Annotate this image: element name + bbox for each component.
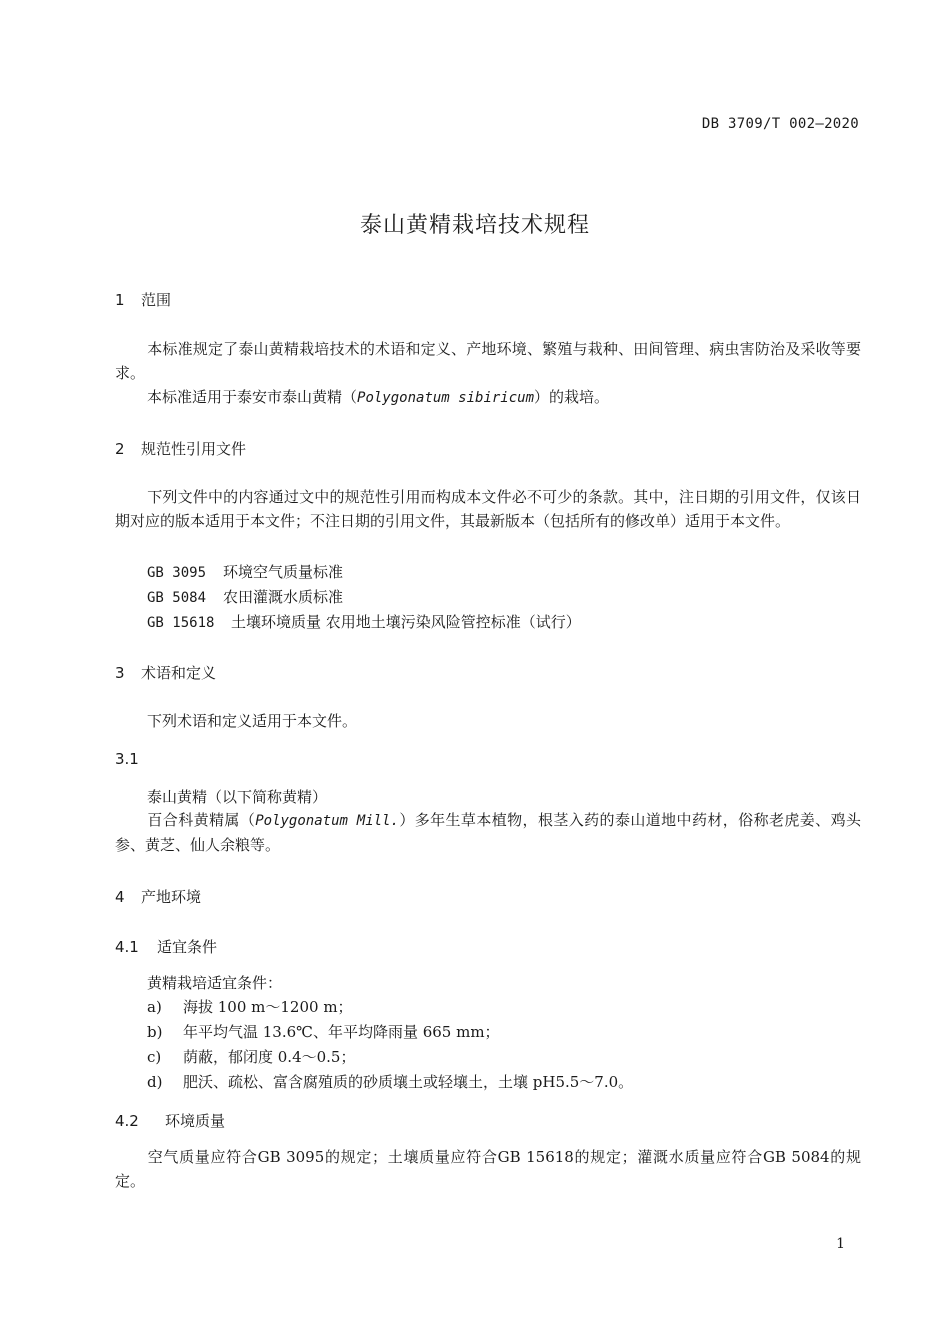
subsection-4-1-heading <box>115 936 217 957</box>
list-text: 肥沃、疏松、富含腐殖质的砂质壤土或轻壤土，土壤 pH5.5～7.0。 <box>183 1073 634 1091</box>
section-3-heading <box>115 662 216 683</box>
section-title: 规范性引用文件 <box>141 440 247 458</box>
section-4-heading <box>115 886 201 907</box>
reference-item <box>147 610 581 635</box>
term-name: 泰山黄精（以下简称黄精） <box>147 788 328 806</box>
section-number: 3 <box>115 664 125 682</box>
standard-code: DB 3709/T 002—2020 <box>701 116 859 132</box>
page-number: 1 <box>836 1236 845 1252</box>
section-title: 术语和定义 <box>141 664 217 682</box>
list-text: 年平均气温 13.6℃、年平均降雨量 665 mm； <box>183 1023 500 1041</box>
definition-text-end: ）多年生草本植物，根茎入药的泰山道地中药材，俗称老虎姜、鸡头参、黄芝、仙人余粮等。 <box>115 811 861 854</box>
list-marker: c) <box>147 1048 162 1066</box>
list-text: 荫蔽，郁闭度 0.4～0.5； <box>183 1048 356 1066</box>
list-item <box>147 1020 500 1044</box>
section-title: 产地环境 <box>141 888 202 906</box>
scope-paragraph <box>115 337 861 385</box>
reference-title: 环境空气质量标准 <box>223 563 344 581</box>
reference-code: GB 5084 <box>147 590 207 606</box>
list-item <box>147 1045 355 1069</box>
definition-text-start: 百合科黄精属（ <box>147 811 256 829</box>
term-definition <box>115 808 861 857</box>
subsection-number: 4.2 <box>115 1112 139 1130</box>
reference-item <box>147 585 343 610</box>
document-title: 泰山黄精栽培技术规程 <box>359 213 590 238</box>
list-item <box>147 1070 633 1094</box>
latin-name: Polygonatum sibiricum <box>357 390 535 406</box>
reference-code: GB 3095 <box>147 565 207 581</box>
terms-intro: 下列术语和定义适用于本文件。 <box>147 712 358 730</box>
reference-code: GB 15618 <box>147 615 215 631</box>
reference-title: 土壤环境质量 农用地土壤污染风险管控标准（试行） <box>231 613 581 631</box>
subsection-title: 适宜条件 <box>157 938 218 956</box>
normative-references-paragraph <box>115 485 861 533</box>
section-number: 4 <box>115 888 125 906</box>
reference-title: 农田灌溉水质标准 <box>223 588 344 606</box>
conditions-intro: 黄精栽培适宜条件： <box>147 974 283 992</box>
applicability-paragraph <box>147 385 609 410</box>
subsection-number: 4.1 <box>115 938 139 956</box>
section-1-heading <box>115 289 171 310</box>
list-marker: a) <box>147 998 162 1016</box>
subsection-title: 环境质量 <box>165 1112 226 1130</box>
list-marker: b) <box>147 1023 163 1041</box>
normative-references-text: 下列文件中的内容通过文中的规范性引用而构成本文件必不可少的条款。其中，注日期的引用文件，仅该日期对应的版本适用于本文件；不注日期的引用文件，其最新版本（包括所有的修改单）适用于本文件。 <box>115 488 861 530</box>
list-item <box>147 995 353 1019</box>
subsection-4-2-heading <box>115 1110 225 1131</box>
list-text: 海拔 100 m～1200 m； <box>183 998 353 1016</box>
section-title: 范围 <box>141 291 172 309</box>
section-number: 1 <box>115 291 125 309</box>
list-marker: d) <box>147 1073 163 1091</box>
reference-item <box>147 560 343 585</box>
environment-quality-text: 空气质量应符合GB 3095的规定；土壤质量应符合GB 15618的规定；灌溉水质量应符合GB 5084的规定。 <box>115 1148 861 1190</box>
term-number: 3.1 <box>115 750 139 768</box>
applicability-text-end: ）的栽培。 <box>534 388 610 406</box>
applicability-text-start: 本标准适用于泰安市泰山黄精（ <box>147 388 358 406</box>
latin-genus-name: Polygonatum Mill. <box>255 813 399 829</box>
scope-text: 本标准规定了泰山黄精栽培技术的术语和定义、产地环境、繁殖与栽种、田间管理、病虫害防治及采收等要求。 <box>115 340 861 382</box>
section-number: 2 <box>115 440 125 458</box>
section-2-heading <box>115 438 246 459</box>
environment-quality-paragraph <box>115 1145 861 1193</box>
